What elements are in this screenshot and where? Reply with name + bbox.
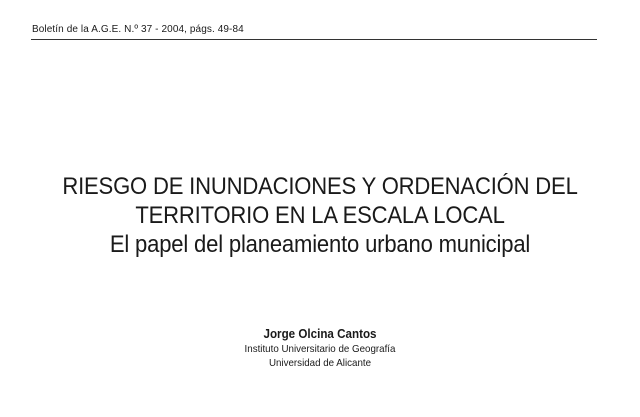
title-line-1: RIESGO DE INUNDACIONES Y ORDENACIÓN DEL xyxy=(62,173,578,200)
running-header: Boletín de la A.G.E. N.º 37 - 2004, págs. 49-84 xyxy=(32,24,244,35)
title-block xyxy=(0,172,640,260)
title-line-2: TERRITORIO EN LA ESCALA LOCAL xyxy=(135,202,505,229)
affiliation-university: Universidad de Alicante xyxy=(268,357,372,369)
subtitle: El papel del planeamiento urbano municipal xyxy=(109,231,531,258)
author-name: Jorge Olcina Cantos xyxy=(263,327,377,341)
header-rule xyxy=(31,39,597,40)
author-block xyxy=(0,326,640,370)
affiliation-institute: Instituto Universitario de Geografía xyxy=(244,343,396,355)
